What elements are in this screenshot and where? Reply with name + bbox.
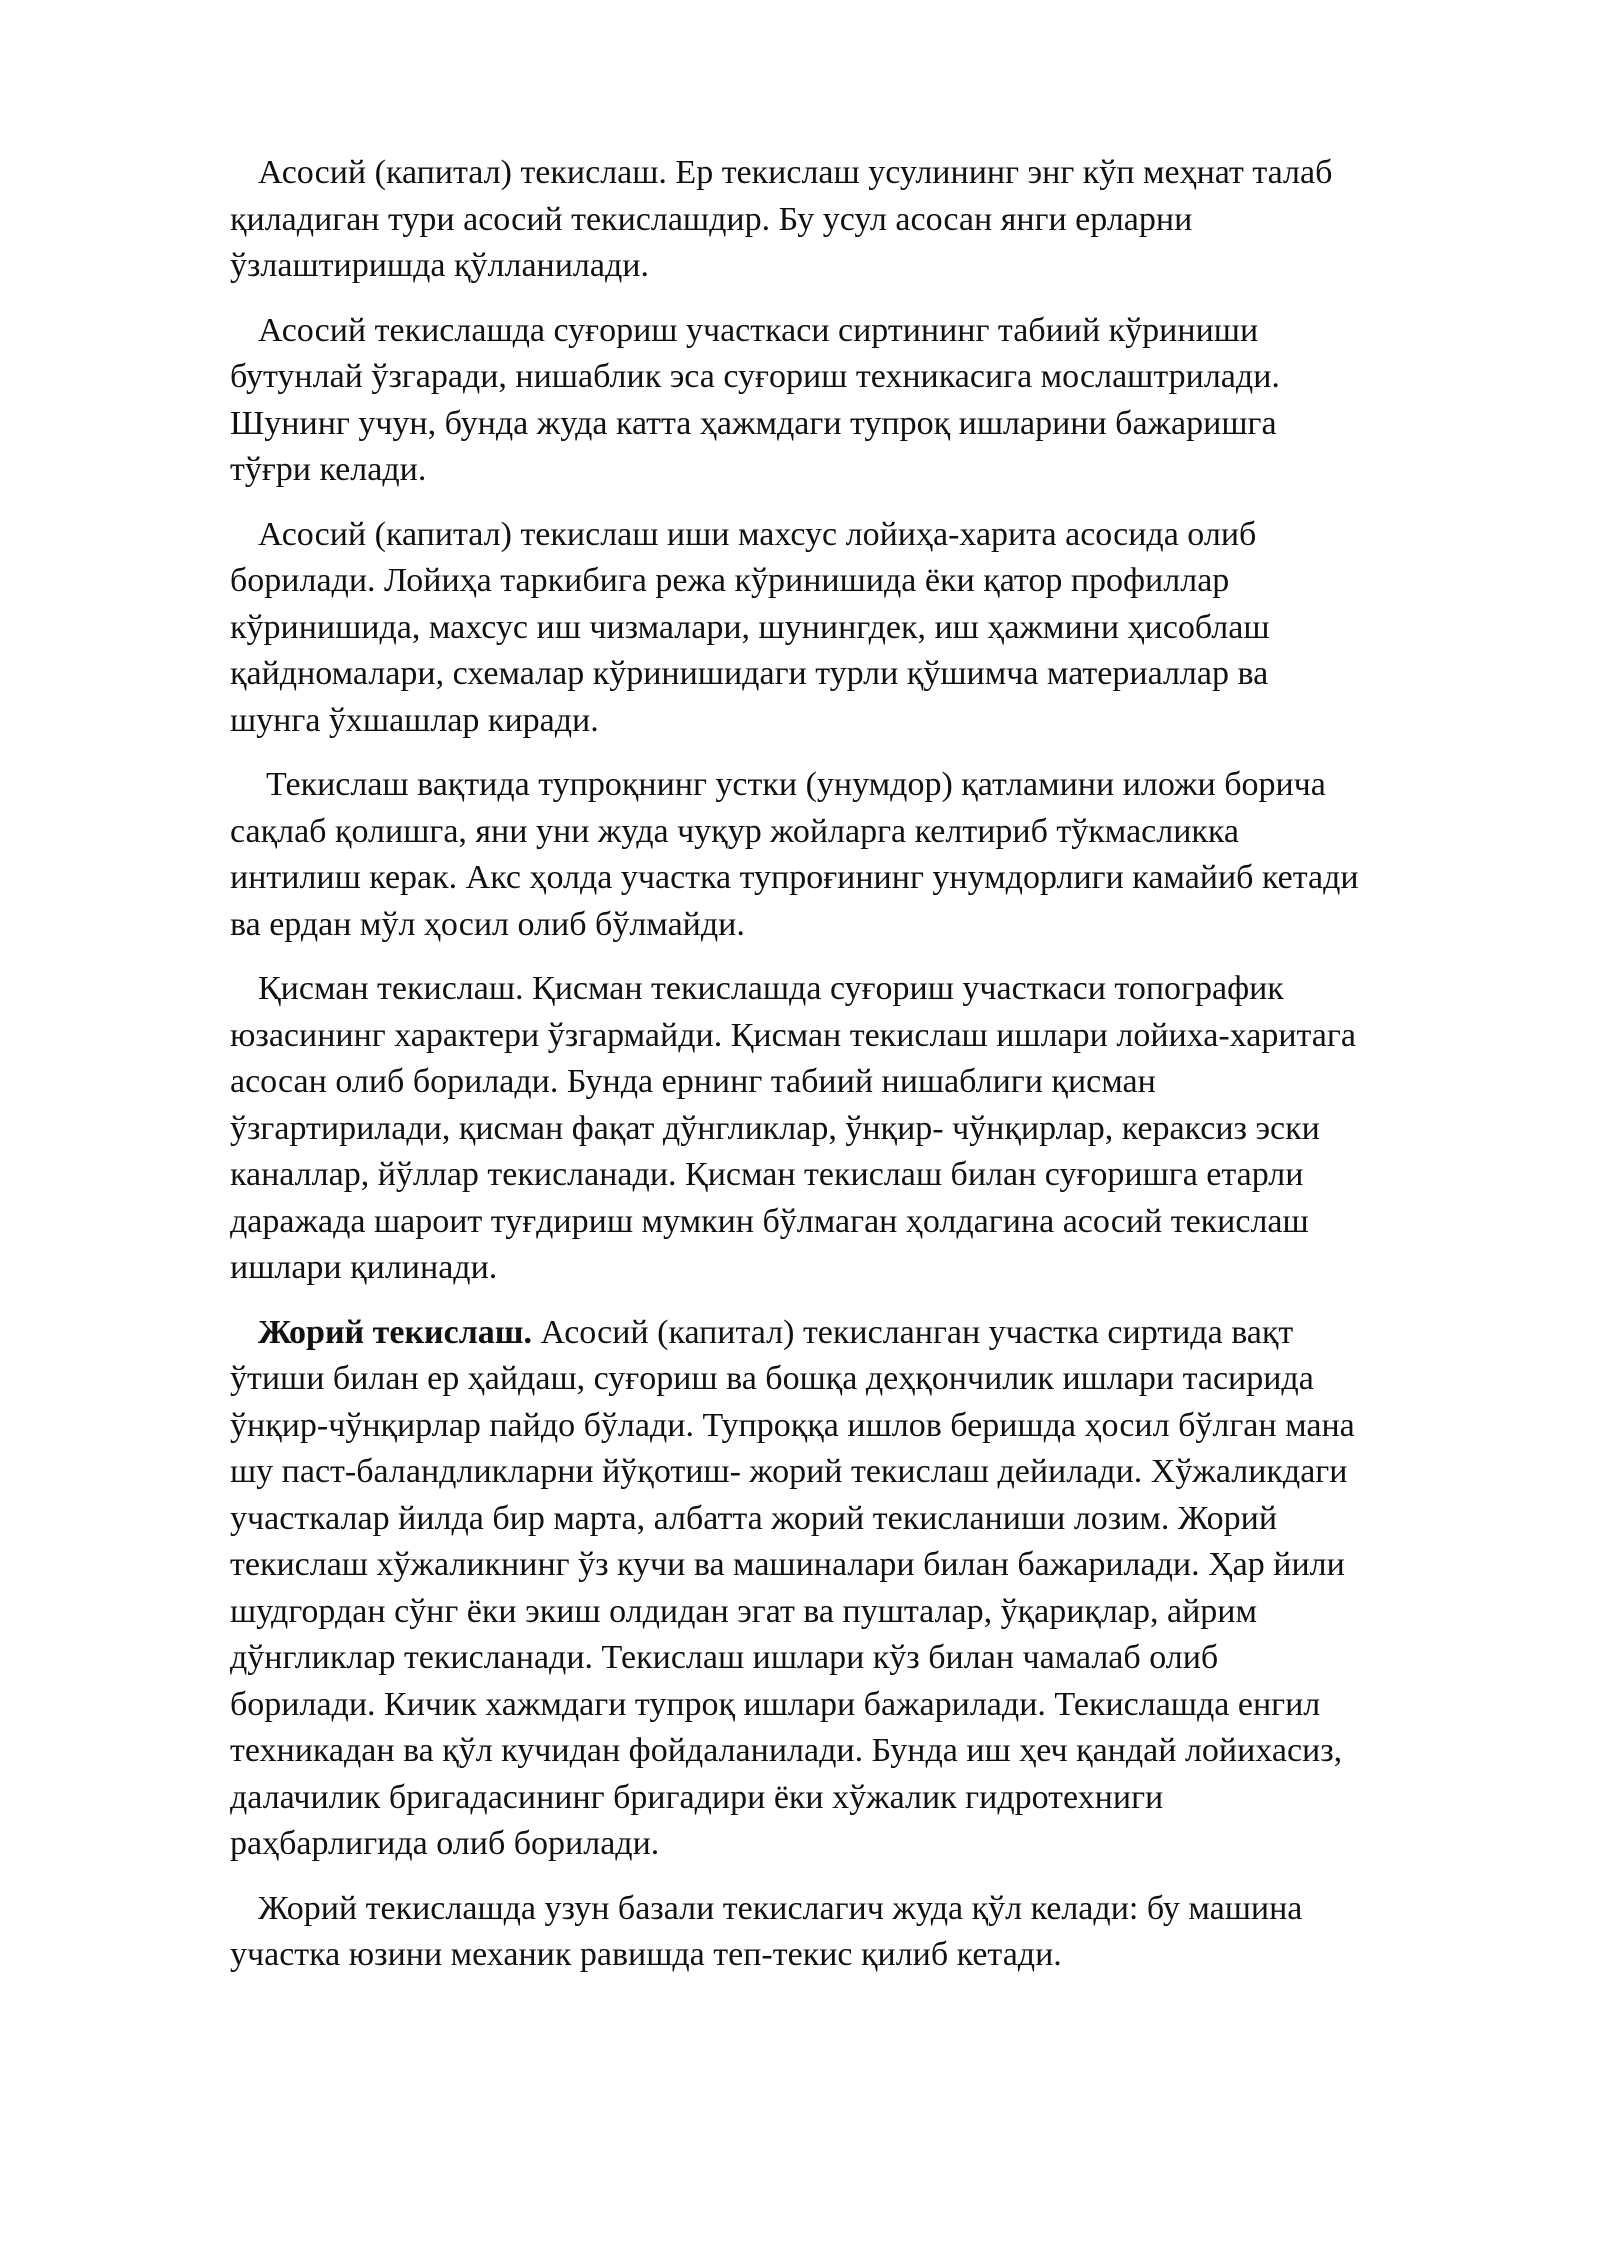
document-page	[230, 150, 1490, 1997]
paragraph-topsoil-preservation: Текислаш вақтида тупроқнинг устки (унумдор) қатламини иложи борича сақлаб қолишга, яни уни жуда чуқур жойларга келтириб тўкмасликка интилиш керак. Акс ҳолда участка тупроғининг унумдорлиги камайиб кетади ва ердан мўл ҳосил олиб бўлмайди.	[230, 766, 1359, 943]
current-leveling-heading: Жорий текислаш.	[258, 1313, 532, 1351]
paragraph-capital-leveling-effects: Асосий текислашда суғориш участкаси сиртининг табиий кўриниши бутунлай ўзгаради, нишаблик эса суғориш техникасига мослаштрилади. Шунинг учун, бунда жуда катта ҳажмдаги тупроқ ишларини бажаришга тўғри келади.	[230, 311, 1280, 488]
current-leveling-body: Асосий (капитал) текисланган участка сиртида вақт ўтиши билан ер ҳайдаш, суғориш ва бошқа деҳқончилик ишлари тасирида ўнқир-чўнқирлар пайдо бўлади. Тупроққа ишлов беришда ҳосил бўлган мана шу паст-баландликларни йўқотиш- жорий текислаш дейилади. Хўжаликдаги участкалар йилда бир марта, албатта жорий текисланиши лозим. Жорий текислаш хўжаликнинг ўз кучи ва машиналари билан бажарилади. Ҳар йили шудгордан сўнг ёки экиш олдидан эгат ва пушталар, ўқариқлар, айрим дўнгликлар текисланади. Текислаш ишлари кўз билан чамалаб олиб борилади. Кичик хажмдаги тупроқ ишлари бажарилади. Текислашда енгил техникадан ва қўл кучидан фойдаланилади. Бунда иш ҳеч қандай лойихасиз, далачилик бригадасининг бригадири ёки хўжалик гидротехниги раҳбарлигида олиб борилади.	[230, 1313, 1355, 1862]
paragraph-capital-leveling: Асосий (капитал) текислаш. Ер текислаш усулининг энг кўп меҳнат талаб қиладиган тури асосий текислашдир. Бу усул асосан янги ерларни ўзлаштиришда қўлланилади.	[230, 154, 1333, 284]
paragraph-partial-leveling: Қисман текислаш. Қисман текислашда суғориш участкаси топографик юзасининг характери ўзгармайди. Қисман текислаш ишлари лойиха-харитага асосан олиб борилади. Бунда ернинг табиий нишаблиги қисман ўзгартирилади, қисман фақат дўнгликлар, ўнқир- чўнқирлар, кераксиз эски каналлар, йўллар текисланади. Қисман текислаш билан суғоришга етарли даражада шароит туғдириш мумкин бўлмаган ҳолдагина асосий текислаш ишлари қилинади.	[230, 970, 1356, 1286]
paragraph-long-base-leveler: Жорий текислашда узун базали текислагич жуда қўл келади: бу машина участка юзини механик равишда теп-текис қилиб кетади.	[230, 1889, 1303, 1973]
paragraph-current-leveling	[230, 1310, 1490, 1868]
paragraph-capital-leveling-project: Асосий (капитал) текислаш иши махсус лойиҳа-харита асосида олиб борилади. Лойиҳа таркибига режа кўринишида ёки қатор профиллар кўринишида, махсус иш чизмалари, шунингдек, иш ҳажмини ҳисоблаш қайдномалари, схемалар кўринишидаги турли қўшимча материаллар ва шунга ўхшашлар киради.	[230, 515, 1270, 739]
